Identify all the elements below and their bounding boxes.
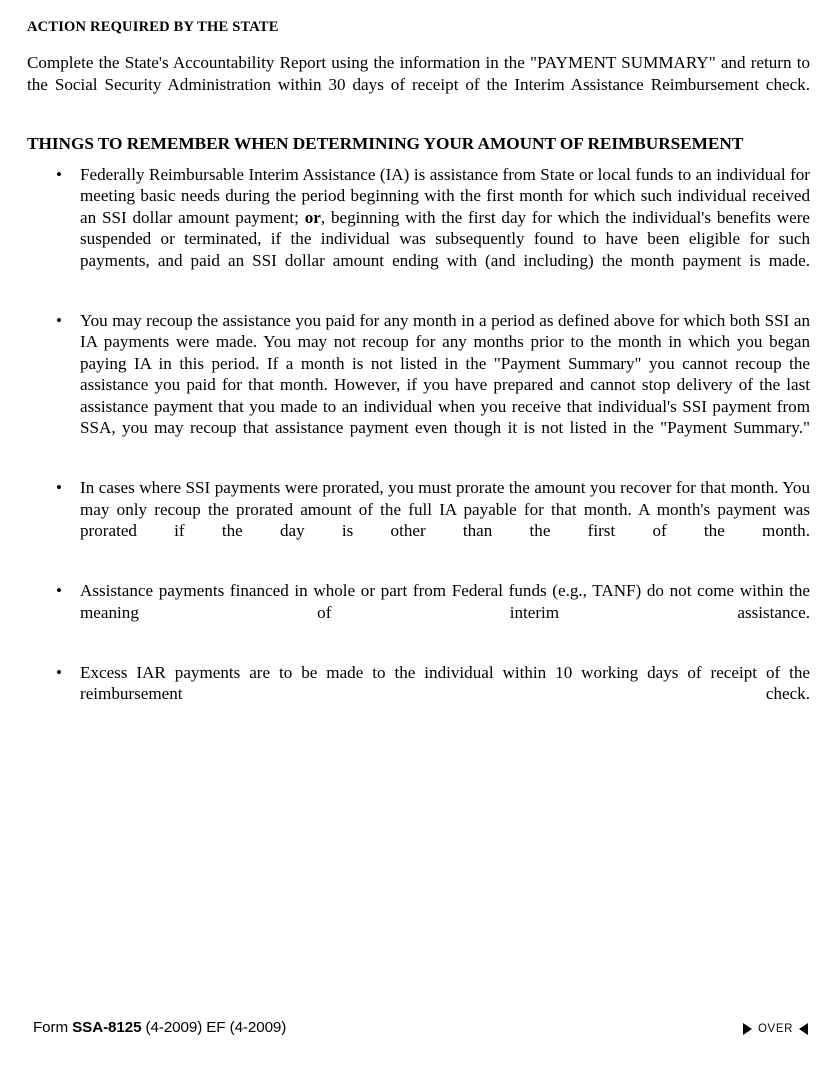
list-item xyxy=(27,477,810,563)
form-identifier xyxy=(33,1019,286,1037)
list-item xyxy=(27,580,810,645)
form-prefix-label: Form xyxy=(33,1019,73,1036)
document-content xyxy=(27,19,810,726)
bullet-point-icon: • xyxy=(56,478,62,497)
list-item xyxy=(27,310,810,461)
list-item-emphasis-or: or xyxy=(304,207,321,227)
over-label: OVER xyxy=(758,1023,793,1035)
list-item-text-part1: Federally Reimbursable Interim Assistance (IA) is assistance from State or local funds to an individual for meeting basic needs during the period beginning with the first month for which such individual received an SSI dollar amount payment; xyxy=(80,164,810,227)
form-edition-label: (4-2009) EF (4-2009) xyxy=(141,1019,287,1036)
spacer xyxy=(27,154,810,164)
spacer xyxy=(27,36,810,52)
bullet-point-icon: • xyxy=(56,662,62,682)
list-item-text-part2: , beginning with the first day for which the individual's benefits were suspended or terminated, if the individual was subsequently found to have been eligible for such payments, and paid an SSI dollar amount ending with (and including) the month payment is made. xyxy=(80,207,810,270)
reimbursement-notes-list xyxy=(27,164,810,727)
list-item-text: In cases where SSI payments were prorated, you must prorate the amount you recover for that month. You may only recoup the prorated amount of the full IA payable for that month. A month's payment was prorated if the day is other than the first of the month. xyxy=(80,478,810,540)
list-item-text: Excess IAR payments are to be made to the individual within 10 working days of receipt of the reimbursement check. xyxy=(80,662,810,703)
list-item xyxy=(27,662,810,727)
page-footer xyxy=(33,1019,808,1049)
right-triangle-icon xyxy=(743,1023,752,1035)
list-item-text: Assistance payments financed in whole or part from Federal funds (e.g., TANF) do not come within the meaning of interim assistance. xyxy=(80,581,810,622)
list-item-text xyxy=(80,164,810,293)
section-heading-things-to-remember: THINGS TO REMEMBER WHEN DETERMINING YOUR AMOUNT OF REIMBURSEMENT xyxy=(27,133,744,153)
bullet-point-icon: • xyxy=(56,581,62,600)
list-item-text: You may recoup the assistance you paid for any month in a period as defined above for which both SSI an IA payments were made. You may not recoup for any months prior to the month in which you began paying IA in this period. If a month is not listed in the "Payment Summary" you cannot recoup the assistance you paid for that month. However, if you have prepared and cannot stop delivery of the last assistance payment that you made to an individual when you receive that individual's SSI payment from SSA, you may recoup that assistance payment even though it is not listed in the "Payment Summary." xyxy=(80,310,810,437)
form-number: SSA-8125 xyxy=(72,1019,142,1036)
spacer xyxy=(27,117,810,134)
over-indicator xyxy=(743,1022,808,1036)
section-heading-action-required: ACTION REQUIRED BY THE STATE xyxy=(27,19,279,35)
left-triangle-icon xyxy=(799,1023,808,1035)
bullet-point-icon: • xyxy=(56,164,62,184)
list-item xyxy=(27,164,810,293)
bullet-point-icon: • xyxy=(56,310,62,330)
intro-paragraph: Complete the State's Accountability Report using the information in the "PAYMENT SUMMARY" and return to the Social Security Administration within 30 days of receipt of the Interim Assistance Reimbursement check. xyxy=(27,53,810,94)
